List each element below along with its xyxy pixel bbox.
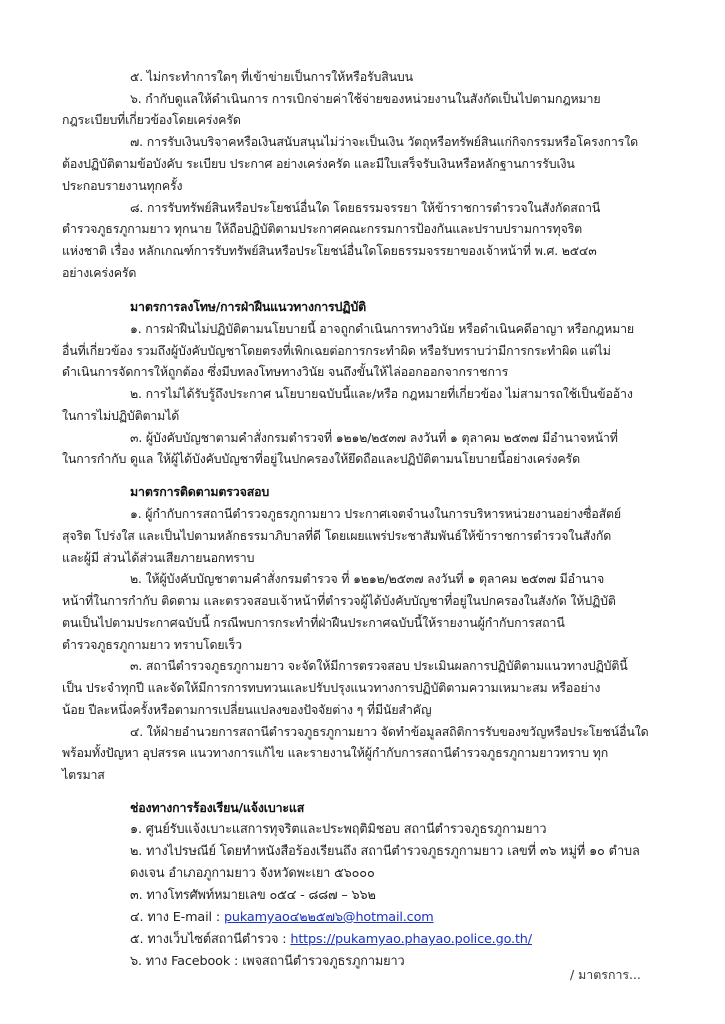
text-line: ในการกำกับ ดูแล ให้ผู้ได้บังคับบัญชาที่อยู่ในปกครองให้ยึดถือและปฏิบัติตามนโยบายนี้อย่างเคร่งครัด: [62, 451, 580, 466]
text-line: ดงเจน อำเภอภูกามยาว จังหวัดพะเยา ๕๖๐๐๐: [130, 866, 375, 881]
text-line: ๖. กำกับดูแลให้ดำเนินการ การเบิกจ่ายค่าใช้จ่ายของหน่วยงานในสังกัดเป็นไปตามกฎหมาย: [130, 91, 601, 106]
text-line: น้อย ปีละหนึ่งครั้งหรือตามการเปลี่ยนแปลงของปัจจัยต่าง ๆ ที่มีนัยสำคัญ: [62, 702, 432, 717]
text-line: หน้าที่ในการกำกับ ติดตาม และตรวจสอบเจ้าหน้าที่ตำรวจผู้ได้บังคับบัญชาที่อยู่ในปกครองในสังกัด ให้ปฏิบัติ: [62, 593, 616, 608]
text-line: ๘. การรับทรัพย์สินหรือประโยชน์อื่นใด โดยธรรมจรรยา ให้ข้าราชการตำรวจในสังกัดสถานี: [130, 200, 601, 215]
facebook-item: ๖. ทาง Facebook : เพจสถานีตำรวจภูธรภูกามยาว: [130, 954, 405, 969]
section-heading: ช่องทางการร้องเรียน/แจ้งเบาะแส: [130, 800, 305, 815]
text-line: แห่งชาติ เรื่อง หลักเกณฑ์การรับทรัพย์สินหรือประโยชน์อื่นใดโดยธรรมจรรยาของเจ้าหน้าที่ พ.ศ. ๒๕๔๓: [62, 243, 597, 258]
email-link[interactable]: pukamyao๔๒๒๕๗๖@hotmail.com: [223, 910, 434, 925]
text-line: ๔. ให้ฝ่ายอำนวยการสถานีตำรวจภูธรภูกามยาว จัดทำข้อมูลสถิติการรับของขวัญหรือประโยชน์อื่นใด: [130, 724, 649, 739]
email-item: [130, 909, 434, 927]
text-line: ๗. การรับเงินบริจาคหรือเงินสนับสนุนไม่ว่าจะเป็นเงิน วัตถุหรือทรัพย์สินแก่กิจกรรมหรือโครงการใด: [130, 134, 638, 149]
text-line: ประกอบรายงานทุกครั้ง: [62, 178, 183, 193]
text-line: ๓. ทางโทรศัพท์หมายเลข ๐๕๔ - ๘๘๗ – ๖๖๒: [130, 888, 376, 903]
text-line: กฎระเบียบที่เกี่ยวข้องโดยเคร่งครัด: [62, 112, 241, 127]
text-line: เป็น ประจำทุกปี และจัดให้มีการการทบทวนและปรับปรุงแนวทางการปฏิบัติตามความเหมาะสม หรืออย่าง: [62, 680, 601, 695]
text-line: ๓. ผู้บังคับบัญชาตามคำสั่งกรมตำรวจที่ ๑๒๑๒/๒๕๓๗ ลงวันที่ ๑ ตุลาคม ๒๕๓๗ มีอำนาจหน้าที่: [130, 430, 618, 445]
text-line: ๑. การฝ่าฝืนไม่ปฏิบัติตามนโยบายนี้ อาจถูกดำเนินการทางวินัย หรือดำเนินคดีอาญา หรือกฎหมาย: [130, 321, 635, 336]
text-line: ๒. ให้ผู้บังคับบัญชาตามคำสั่งกรมตำรวจ ที่ ๑๒๑๒/๒๕๓๗ ลงวันที่ ๑ ตุลาคม ๒๕๓๗ มีอำนาจ: [130, 571, 605, 586]
text-line: อย่างเคร่งครัด: [62, 265, 137, 280]
text-line: อื่นที่เกี่ยวข้อง รวมถึงผู้บังคับบัญชาโดยตรงที่เพิกเฉยต่อการกระทำผิด หรือรับทราบว่ามีการกระทำผิด แต่ไม่: [62, 343, 611, 358]
text-line: ดำเนินการจัดการให้ถูกต้อง ซึ่งมีบทลงโทษทางวินัย จนถึงขั้นให้ไล่ออกออกจากราชการ: [62, 364, 509, 379]
text-line: ๕. ไม่กระทำการใดๆ ที่เข้าข่ายเป็นการให้หรือรับสินบน: [130, 69, 413, 84]
text-line: ๓. สถานีตำรวจภูธรภูกามยาว จะจัดให้มีการตรวจสอบ ประเมินผลการปฏิบัติตามแนวทางปฏิบัตินี้: [130, 658, 628, 673]
text-line: ๒. ทางไปรษณีย์ โดยทำหนังสือร้องเรียนถึง สถานีตำรวจภูธรภูกามยาว เลขที่ ๓๖ หมู่ที่ ๑๐ ตำบล: [130, 844, 640, 859]
section-heading: มาตรการติดตามตรวจสอบ: [130, 484, 270, 499]
text-line: และผู้มี ส่วนได้ส่วนเสียภายนอกทราบ: [62, 550, 255, 565]
text-line: ตำรวจภูธรภูกามยาว ทุกนาย ให้ถือปฏิบัติตามประกาศคณะกรรมการป้องกันและปราบปรามการทุจริต: [62, 221, 583, 236]
text-line: พร้อมทั้งปัญหา อุปสรรค แนวทางการแก้ไข และรายงานให้ผู้กำกับการสถานีตำรวจภูธรภูกามยาวทราบ ทุก: [62, 745, 609, 760]
text-line: ตำรวจภูธรภูกามยาว ทราบโดยเร็ว: [62, 637, 242, 652]
website-label: ๕. ทางเว็บไซต์สถานีตำรวจ :: [130, 932, 291, 947]
text-line: ๑. ศูนย์รับแจ้งเบาะแสการทุจริตและประพฤติมิชอบ สถานีตำรวจภูธรภูกามยาว: [130, 822, 547, 837]
text-line: ต้องปฏิบัติตามข้อบังคับ ระเบียบ ประกาศ อย่างเคร่งครัด และมีใบเสร็จรับเงินหรือหลักฐานการรับเงิน: [62, 156, 575, 171]
email-label: ๔. ทาง E-mail :: [130, 910, 224, 925]
text-line: ในการไม่ปฏิบัติตามได้: [62, 408, 180, 423]
text-line: ไตรมาส: [62, 767, 105, 782]
page-continuation: / มาตรการ...: [570, 967, 641, 982]
website-link[interactable]: https://pukamyao.phayao.police.go.th/: [290, 932, 532, 947]
website-item: [130, 931, 532, 949]
text-line: ๒. การไม่ได้รับรู้ถึงประกาศ นโยบายฉบับนี้และ/หรือ กฎหมายที่เกี่ยวข้อง ไม่สามารถใช้เป็นข้ออ้าง: [130, 386, 633, 401]
text-line: ตนเป็นไปตามประกาศฉบับนี้ กรณีพบการกระทำที่ฝ่าฝืนประกาศฉบับนี้ให้รายงานผู้กำกับการสถานี: [62, 615, 565, 630]
section-heading: มาตรการลงโทษ/การฝ่าฝืนแนวทางการปฏิบัติ: [130, 299, 367, 314]
text-line: ๑. ผู้กำกับการสถานีตำรวจภูธรภูกามยาว ประกาศเจตจำนงในการบริหารหน่วยงานอย่างซื่อสัตย์: [130, 506, 622, 521]
text-line: สุจริต โปร่งใส และเป็นไปตามหลักธรรมาภิบาลที่ดี โดยเผยแพร่ประชาสัมพันธ์ให้ข้าราชการตำรวจในสังกัด: [62, 528, 612, 543]
